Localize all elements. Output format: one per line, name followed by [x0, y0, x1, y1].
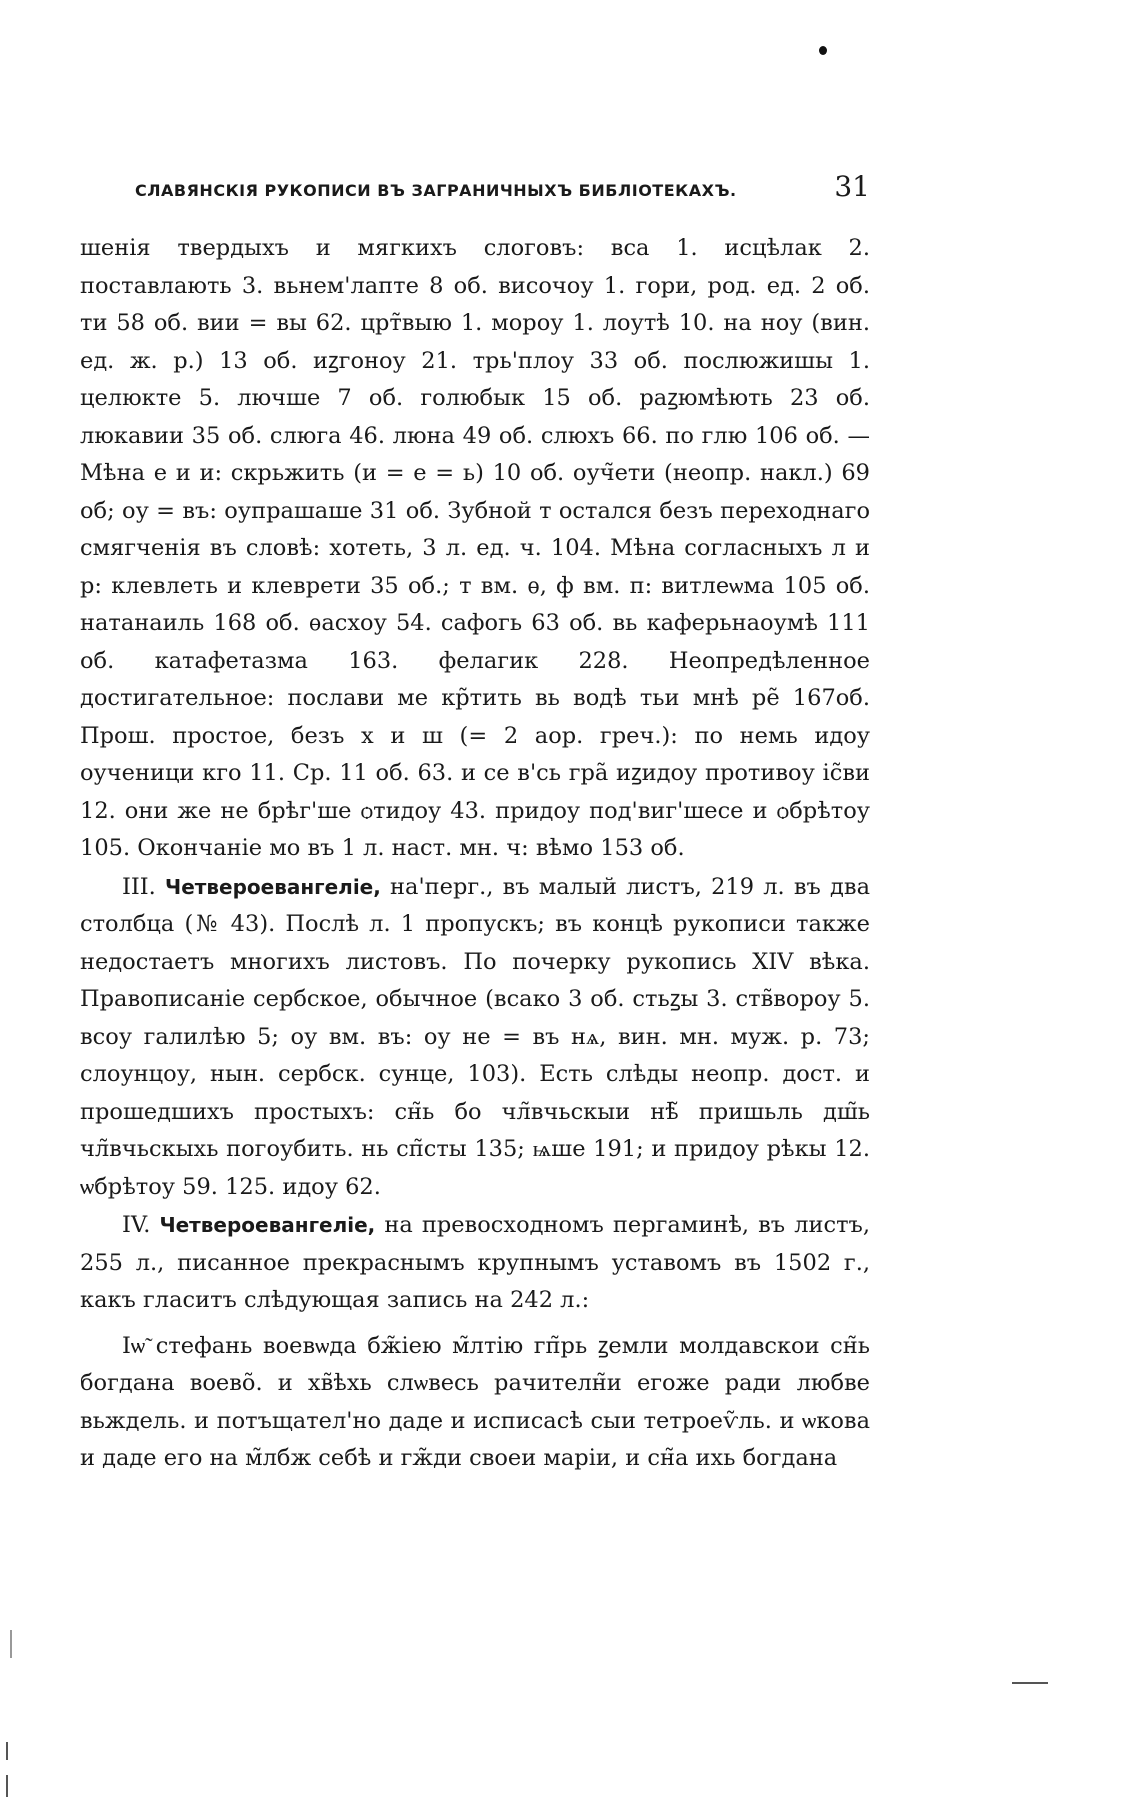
colophon-quote: Іѡ̃ стефань воевѡда бж̃іею м̃лтію гп̃рь ꙁемли молдавскои сн̃ь богдана воево̃. и хв̃ѣхь слѡвесь рачителн̃и егоже ради любве вьждель. и потъщател'но даде и исписасѣ сыи тетроеѵ̃ль. и ѡкова и даде его на м̃лбж себѣ и гж̃ди своеи маріи, и сн̃а ихь богдана [80, 1332, 870, 1471]
section-IV-title: Четвероевангеліе, [159, 1213, 376, 1237]
ink-speck [819, 46, 827, 55]
margin-mark [6, 1742, 8, 1760]
margin-mark [10, 1630, 12, 1658]
section-IV-paragraph [80, 1207, 870, 1320]
body-text [80, 230, 870, 1478]
section-III-text: на'перг., въ малый листъ, 219 л. въ два столбца (№ 43). Послѣ л. 1 пропускъ; въ концѣ рукописи также недостаетъ многихъ листовъ. По почерку рукопись XIV вѣка. Правописаніе сербское, обычное (всако 3 об. стьꙁы 3. ств̃вороу 5. всоу галилѣю 5; оу вм. въ: оу не = въ нѧ, вин. мн. муж. р. 73; слоунцоу, нын. сербск. сунце, 103). Есть слѣды неопр. дост. и прошедшихъ простыхъ: сн̃ь бо чл̃вчьскыи нѣ̃ пришьль дш̃ь чл̃вчьскыхь погоубить. нь сп̃сты 135; ѩше 191; и придоу рѣкы 12. ѡбрѣтоу 59. 125. идоу 62. [80, 873, 870, 1200]
section-III-paragraph [80, 869, 870, 1207]
page-header [80, 170, 870, 203]
margin-mark [1012, 1682, 1048, 1684]
page-number: 31 [834, 170, 870, 203]
section-IV-numeral: IV. [122, 1212, 151, 1238]
running-title: СЛАВЯНСКІЯ РУКОПИСИ ВЪ ЗАГРАНИЧНЫХЪ БИБЛІОТЕКАХЪ. [135, 181, 737, 200]
margin-mark [6, 1775, 8, 1797]
section-III-title: Четвероевангеліе, [165, 874, 381, 899]
section-III-numeral: III. [122, 873, 156, 900]
section-IV-text: на превосходномъ пергаминѣ, въ листъ, 255 л., писанное прекраснымъ крупнымъ уставомъ въ 1502 г., какъ гласитъ слѣдующая запись на 242 л.: [80, 1212, 870, 1313]
continuation-paragraph: шенія твердыхъ и мягкихъ слоговъ: вса 1. исцѣлак 2. поставлають 3. вьнем'лапте 8 об. височоу 1. гори, род. ед. 2 об. ти 58 об. вии = вы 62. црт̃выю 1. мороу 1. лоутѣ 10. на ноу (вин. ед. ж. р.) 13 об. иꙁгоноу 21. трь'плоу 33 об. послюжишы 1. целюкте 5. лючше 7 об. голюбык 15 об. раꙁюмѣють 23 об. люкавии 35 об. слюга 46. люна 49 об. слюхъ 66. по глю 106 об. — Мѣна е и и: скрьжить (и = е = ь) 10 об. оуч̃ети (неопр. накл.) 69 об; оу = въ: оупрашаше 31 об. Зубной т остался безъ переходнаго смягченія въ словѣ: хотеть, 3 л. ед. ч. 104. Мѣна согласныхъ л и р: клевлеть и клеврети 35 об.; т вм. ѳ, ф вм. п: витлеѡма 105 об. натанаиль 168 об. ѳасхоу 54. сафогь 63 об. вь каферьнаоумѣ 111 об. катафетазма 163. фелагик 228. Неопредѣленное достигательное: послави ме кр̃тить вь водѣ тьи мнѣ ре̃ 167об. Прош. простое, безъ х и ш (= 2 аор. греч.): по немь идоу оученици кго 11. Ср. 11 об. 63. и се в'сь гра̃ иꙁидоу противоу іс̃ви 12. они же не брѣг'ше ѻтидоу 43. придоу под'виг'шесе и ѻбрѣтоу 105. Окончаніе мо въ 1 л. наст. мн. ч: вѣмо 153 об. [80, 235, 870, 861]
